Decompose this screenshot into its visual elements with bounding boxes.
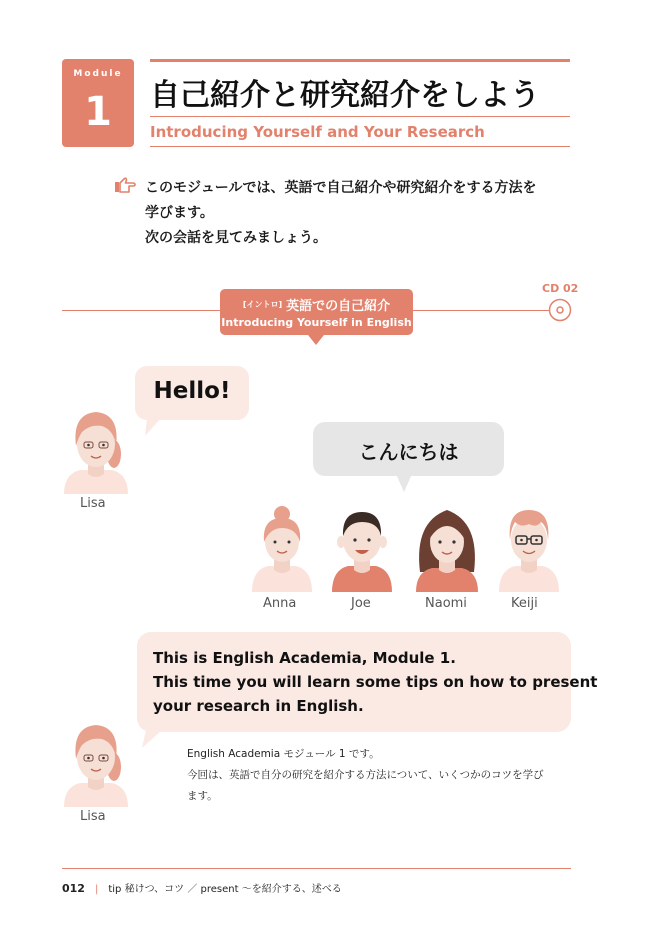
intro-line: 次の会話を見てみましょう。 [145,230,327,246]
dialogue-line: your research in English. [153,697,364,715]
cd-icon[interactable] [548,298,572,322]
footer-rule [62,868,571,869]
character-name-lisa: Lisa [80,809,106,824]
naomi-illustration [412,502,482,592]
character-name-naomi: Naomi [425,596,467,611]
character-name-keiji: Keiji [511,596,538,611]
joe-illustration [330,502,394,592]
section-tag: [イントロ] [242,300,283,309]
page-title: 自己紹介と研究紹介をしよう [150,78,540,113]
lisa-illustration [60,402,132,494]
translation-line: ます。 [187,790,218,802]
konnichiwa-text: こんにちは [358,440,459,464]
vocabulary-note: tip 秘けつ、コツ ／ present ～を紹介する、述べる [108,884,342,895]
lisa-illustration [60,715,132,807]
title-divider [150,116,570,117]
character-name-lisa: Lisa [80,496,106,511]
module-number: 1 [84,89,112,135]
pointing-hand-icon [114,176,136,194]
speech-bubble-konnichiwa [313,422,504,476]
cd-track-label: CD 02 [542,282,579,295]
dialogue-line: This time you will learn some tips on how to present [153,673,598,691]
dialogue-text [153,646,597,718]
section-pointer [308,335,324,345]
anna-illustration [250,502,314,592]
section-title-en: Introducing Yourself in English [221,316,412,329]
keiji-illustration [497,502,561,592]
hello-text: Hello! [153,378,231,404]
bubble-tail [140,730,162,750]
dialogue-line: This is English Academia, Module 1. [153,649,456,667]
title-top-rule [150,59,570,62]
character-name-anna: Anna [263,596,297,611]
speech-bubble-hello [135,366,249,420]
translation-line: 今回は、英語で自分の研究を紹介する方法について、いくつかのコツを学び [187,769,544,781]
character-name-joe: Joe [351,596,371,611]
dialogue-bubble [137,632,598,732]
intro-line: 学びます。 [145,205,214,221]
translation-line: English Academia モジュール 1 です。 [187,748,380,760]
footer [62,880,342,895]
module-word: Module [73,69,123,79]
section-title-ja: 英語での自己紹介 [286,299,391,314]
section-rule-left [62,310,220,311]
section-rule-right [413,310,549,311]
intro-text [145,176,536,251]
footer-separator: | [94,884,99,895]
translation-text [187,744,544,807]
title-bottom-rule [150,146,570,147]
page-subtitle: Introducing Yourself and Your Research [150,123,485,141]
bubble-tail [143,418,163,438]
intro-line: このモジュールでは、英語で自己紹介や研究紹介をする方法を [145,180,537,196]
bubble-tail [394,474,414,494]
module-badge [62,59,134,147]
page-number: 012 [62,882,85,895]
section-header [220,289,413,335]
